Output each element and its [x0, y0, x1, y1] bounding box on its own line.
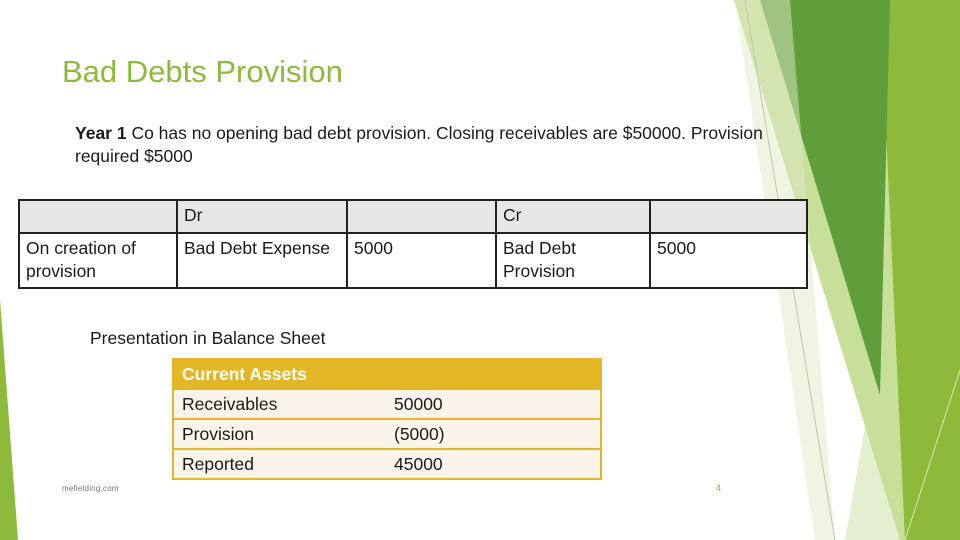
slide-title: Bad Debts Provision: [62, 54, 343, 89]
balance-sheet-label: Reported: [173, 449, 386, 479]
journal-description: On creation of provision: [19, 233, 177, 288]
journal-header-dr: Dr: [177, 200, 347, 233]
intro-year: Year 1: [75, 123, 127, 143]
page-number: 4: [716, 483, 722, 493]
balance-sheet-value: 45000: [386, 449, 601, 479]
journal-cr-amount: 5000: [650, 233, 807, 288]
balance-sheet-label: Receivables: [173, 389, 386, 419]
left-accent-shape: [0, 300, 18, 540]
balance-sheet-row: [173, 419, 601, 449]
journal-header-cell: [650, 200, 807, 233]
journal-cr-account: Bad Debt Provision: [496, 233, 650, 288]
journal-entry-table: [18, 199, 808, 289]
footer-website: mefielding.com: [62, 484, 119, 493]
presentation-label: Presentation in Balance Sheet: [90, 328, 326, 348]
balance-sheet-heading-row: [173, 359, 601, 389]
journal-header-cell: [347, 200, 496, 233]
balance-sheet-row: [173, 449, 601, 479]
journal-dr-amount: 5000: [347, 233, 496, 288]
balance-sheet-heading: Current Assets: [173, 359, 601, 389]
balance-sheet-label: Provision: [173, 419, 386, 449]
journal-header-cell: [19, 200, 177, 233]
balance-sheet-value: (5000): [386, 419, 601, 449]
journal-dr-account: Bad Debt Expense: [177, 233, 347, 288]
balance-sheet-table: [172, 358, 602, 480]
balance-sheet-value: 50000: [386, 389, 601, 419]
journal-row: [19, 233, 807, 288]
journal-header-cr: Cr: [496, 200, 650, 233]
intro-body: Co has no opening bad debt provision. Closing receivables are $50000. Provision required $5000: [75, 123, 763, 166]
balance-sheet-row: [173, 389, 601, 419]
journal-header-row: [19, 200, 807, 233]
intro-text: [75, 122, 795, 168]
